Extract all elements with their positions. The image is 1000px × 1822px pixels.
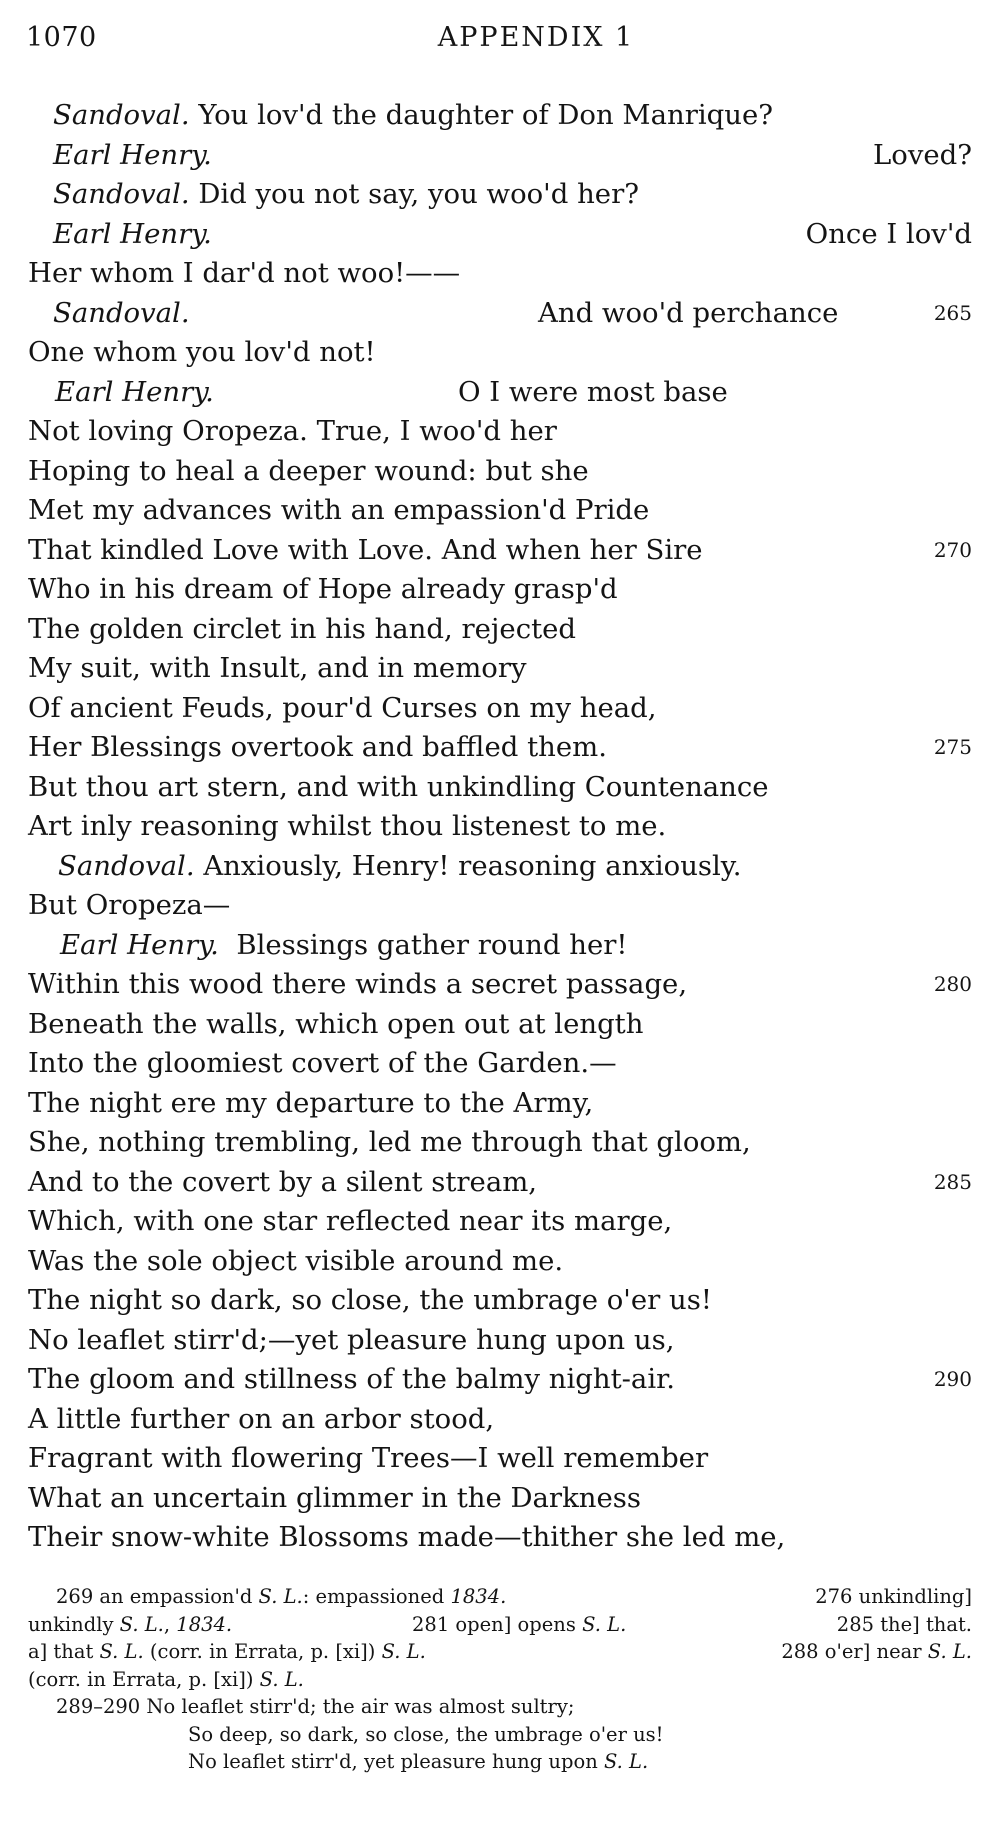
note-text: 276 unkindling] [815, 1585, 972, 1608]
line-number: 280 [933, 972, 972, 996]
verse-text: Met my advances with an empassion'd Pride [28, 494, 650, 526]
verse-text: Art inly reasoning whilst thou listenest to me. [28, 810, 667, 842]
verse-text: One whom you lov'd not! [28, 336, 376, 368]
note-siglum: S. L. [582, 1612, 627, 1636]
verse-line [28, 1242, 972, 1282]
verse-line [28, 491, 972, 531]
note-quote-line [28, 1721, 972, 1749]
verse-line [28, 1400, 972, 1440]
note-quote-line [28, 1748, 972, 1776]
note-siglum: 1834. [450, 1585, 507, 1608]
note-text: 288 o'er] near [781, 1640, 928, 1663]
verse-line [28, 294, 972, 334]
verse-line [28, 1084, 972, 1124]
verse-line [28, 570, 972, 610]
verse-text: Which, with one star reflected near its marge, [28, 1205, 673, 1237]
verse-line [28, 452, 972, 492]
verse-line [28, 333, 972, 373]
note-text: a] that [28, 1640, 100, 1663]
speaker-name: Sandoval. [53, 296, 190, 329]
verse-text: The golden circlet in his hand, rejected [28, 612, 577, 645]
verse-text: Once I lov'd [805, 217, 972, 250]
speaker-name: Sandoval. [53, 99, 190, 131]
note-text: : empassioned [302, 1585, 451, 1608]
note-text: No leaflet stirr'd, yet pleasure hung upon [188, 1750, 604, 1773]
note-siglum: S. L. [258, 1585, 303, 1608]
verse-text: Of ancient Feuds, pour'd Curses on my head, [28, 691, 657, 724]
verse-text: That kindled Love with Love. And when her Sire [28, 533, 703, 566]
verse-line [28, 1281, 972, 1321]
verse-text: Loved? [873, 138, 972, 171]
verse-text: O I were most base [458, 375, 728, 408]
page-header [26, 22, 966, 62]
note-siglum: S. L. [603, 1750, 649, 1773]
verse-line [28, 373, 972, 413]
verse-line [28, 1005, 972, 1045]
verse-text: The gloom and stillness of the balmy night-air. [28, 1363, 675, 1395]
verse-text: My suit, with Insult, and in memory [28, 652, 527, 684]
verse-text: Her whom I dar'd not woo!—— [28, 257, 461, 289]
verse-line [28, 689, 972, 729]
verse-line [28, 1360, 972, 1400]
verse-text: Did you not say, you woo'd her? [189, 178, 639, 210]
verse-text: Was the sole object visible around me. [28, 1244, 564, 1277]
verse-line [28, 1044, 972, 1084]
verse-text: Hoping to heal a deeper wound: but she [28, 454, 589, 487]
speaker-name: Earl Henry. [60, 928, 219, 961]
note-line [28, 1611, 972, 1639]
verse-line [28, 1439, 972, 1479]
note-text: So deep, so dark, so close, the umbrage o'er us! [188, 1722, 664, 1746]
page-number: 1070 [26, 22, 97, 53]
verse-line [28, 1479, 972, 1519]
note-line [28, 1583, 972, 1611]
verse-line [28, 768, 972, 808]
speaker-name: Earl Henry. [53, 138, 212, 171]
verse-text: And to the covert by a silent stream, [28, 1165, 538, 1198]
verse-line [28, 728, 972, 768]
note-text: 285 the] that. [836, 1612, 972, 1636]
verse-text: Blessings gather round her! [218, 928, 628, 961]
verse-text: Fragrant with flowering Trees—I well remember [28, 1442, 709, 1474]
verse-line [28, 136, 972, 176]
note-text: (corr. in Errata, p. [xi]) [143, 1640, 382, 1663]
verse-text: She, nothing trembling, led me through that gloom, [28, 1126, 751, 1158]
verse-line [28, 926, 972, 966]
line-number: 275 [933, 735, 972, 759]
speaker-name: Earl Henry. [55, 375, 214, 408]
verse-text: A little further on an arbor stood, [28, 1402, 495, 1435]
verse-line [28, 215, 972, 255]
note-text: 289–290 No leaflet stirr'd; the air was almost sultry; [56, 1695, 575, 1718]
verse-line [28, 175, 972, 215]
verse-line [28, 412, 972, 452]
running-head: APPENDIX 1 [437, 22, 635, 53]
verse-line [28, 1163, 972, 1203]
verse-line [28, 807, 972, 847]
verse-line [28, 847, 972, 887]
verse-line [28, 254, 972, 294]
note-text: 281 open] opens [412, 1612, 583, 1636]
verse-line [28, 1321, 972, 1361]
line-number: 270 [933, 537, 972, 562]
verse-text: What an uncertain glimmer in the Darkness [28, 1481, 641, 1514]
verse-line [28, 886, 972, 926]
verse-text: Anxiously, Henry! reasoning anxiously. [194, 849, 742, 882]
verse-text: Beneath the walls, which open out at length [28, 1007, 644, 1040]
verse-text: Within this wood there winds a secret passage, [28, 968, 688, 1000]
note-line [28, 1638, 972, 1666]
verse-text: You lov'd the daughter of Don Manrique? [189, 99, 773, 131]
line-number: 265 [933, 300, 972, 325]
speaker-name: Sandoval. [53, 178, 190, 210]
note-line [28, 1666, 972, 1694]
note-text: , [163, 1612, 177, 1636]
verse-text: The night so dark, so close, the umbrage o'er us! [28, 1284, 712, 1316]
verse-text: But Oropeza— [28, 889, 231, 921]
note-siglum: S. L. [119, 1612, 164, 1636]
verse-text: And woo'd perchance [538, 296, 839, 329]
note-siglum: S. L. [99, 1640, 144, 1663]
verse-line [28, 1123, 972, 1163]
line-number: 285 [933, 1169, 972, 1194]
verse-line [28, 965, 972, 1005]
verse-line [28, 96, 972, 136]
speaker-name: Sandoval. [58, 849, 195, 882]
note-text: 269 an empassion'd [56, 1585, 259, 1608]
verse-text: No leaflet stirr'd;—yet pleasure hung upon us, [28, 1323, 675, 1356]
verse-line [28, 1518, 972, 1558]
verse-line [28, 531, 972, 571]
verse-text: Into the gloomiest covert of the Garden.— [28, 1047, 617, 1079]
note-text: (corr. in Errata, p. [xi]) [28, 1667, 260, 1691]
note-siglum: 1834. [176, 1612, 233, 1636]
note-siglum: S. L. [381, 1640, 426, 1663]
verse-text: Not loving Oropeza. True, I woo'd her [28, 415, 557, 447]
verse-text: But thou art stern, and with unkindling Countenance [28, 770, 769, 803]
verse-line [28, 649, 972, 689]
note-line [28, 1693, 972, 1721]
verse-text: Their snow-white Blossoms made—thither she led me, [28, 1521, 786, 1553]
note-text: unkindly [28, 1612, 120, 1636]
note-siglum: S. L. [259, 1667, 304, 1691]
textual-notes [28, 1583, 972, 1776]
speaker-name: Earl Henry. [53, 217, 212, 250]
verse-text: Who in his dream of Hope already grasp'd [28, 573, 618, 605]
verse-line [28, 610, 972, 650]
line-number: 290 [933, 1367, 972, 1391]
verse-text: The night ere my departure to the Army, [28, 1086, 594, 1119]
verse-text: Her Blessings overtook and baffled them. [28, 731, 607, 763]
verse-block [28, 96, 972, 1558]
note-siglum: S. L. [927, 1640, 972, 1663]
verse-line [28, 1202, 972, 1242]
